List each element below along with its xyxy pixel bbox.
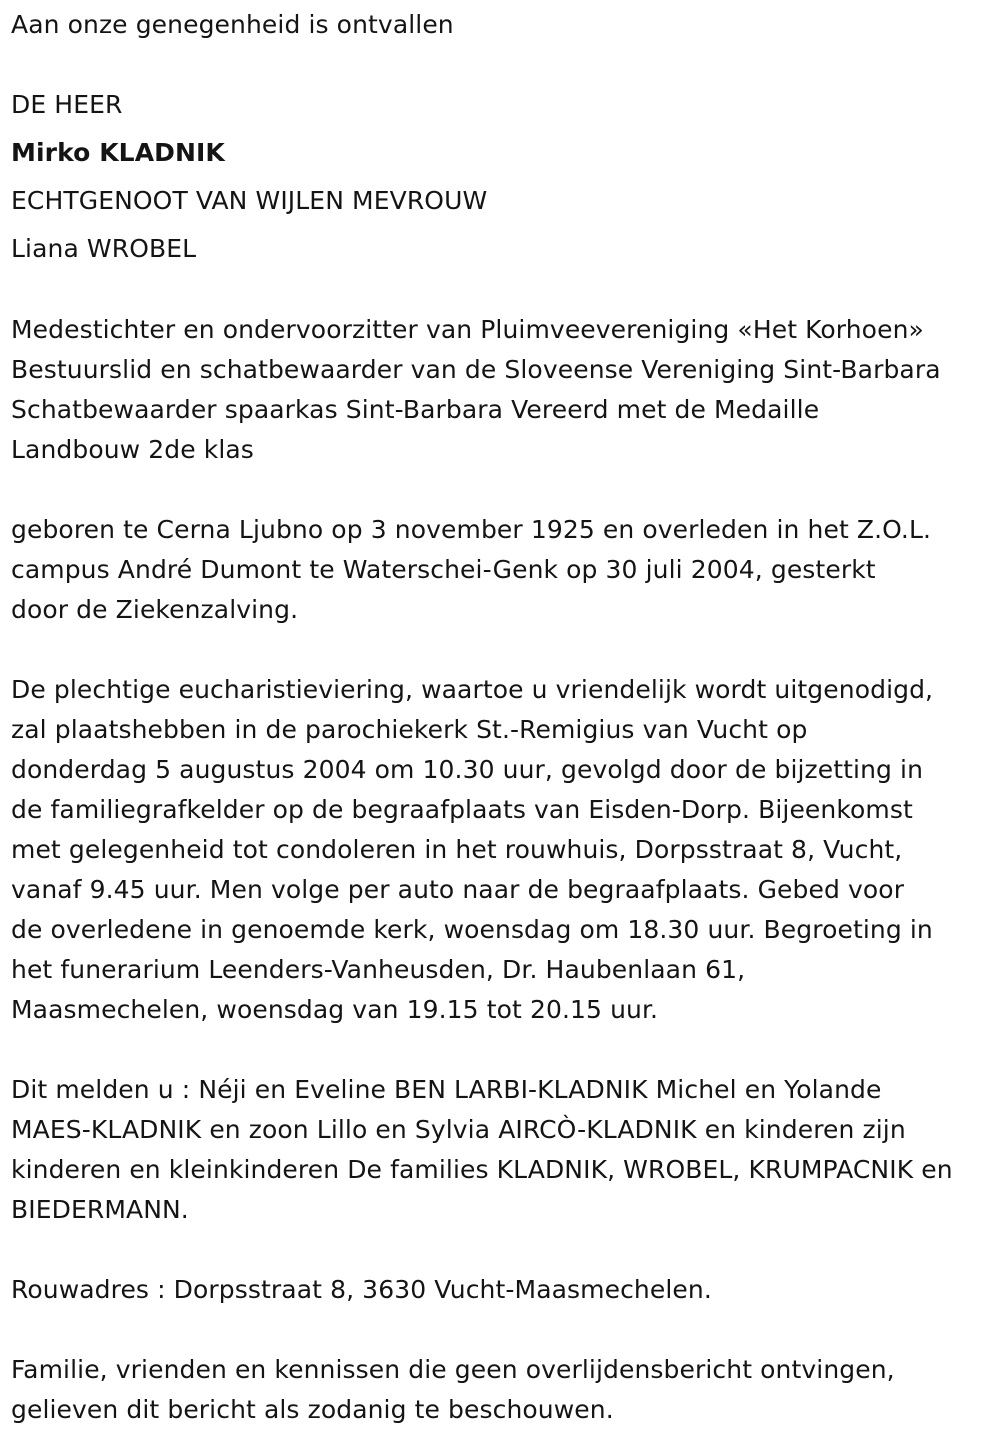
closing-paragraph — [11, 1350, 996, 1430]
text-line: De plechtige eucharistieviering, waartoe u vriendelijk wordt uitgenodigd, — [11, 675, 934, 704]
text-line: zal plaatshebben in de parochiekerk St.-Remigius van Vucht op — [11, 715, 808, 744]
notice-header — [11, 1, 996, 273]
text-line: geboren te Cerna Ljubno op 3 november 1925 en overleden in het Z.O.L. — [11, 515, 932, 544]
relation-line: ECHTGENOOT VAN WIJLEN MEVROUW — [11, 186, 488, 215]
text-line: gelieven dit bericht als zodanig te beschouwen. — [11, 1395, 614, 1424]
text-line: kinderen en kleinkinderen De families KLADNIK, WROBEL, KRUMPACNIK en — [11, 1155, 953, 1184]
text-line: vanaf 9.45 uur. Men volge per auto naar de begraafplaats. Gebed voor — [11, 875, 905, 904]
text-line: door de Ziekenzalving. — [11, 595, 299, 624]
ceremony-paragraph — [11, 670, 996, 1030]
functions-paragraph — [11, 310, 996, 470]
text-line: de overledene in genoemde kerk, woensdag om 18.30 uur. Begroeting in — [11, 915, 933, 944]
text-line: BIEDERMANN. — [11, 1195, 189, 1224]
text-line: Maasmechelen, woensdag van 19.15 tot 20.15 uur. — [11, 995, 659, 1024]
address-paragraph — [11, 1270, 996, 1310]
text-line: Medestichter en ondervoorzitter van Pluimveevereniging «Het Korhoen» — [11, 315, 924, 344]
notifiers-paragraph — [11, 1070, 996, 1230]
deceased-name: Mirko KLADNIK — [11, 138, 225, 167]
text-line: Bestuurslid en schatbewaarder van de Sloveense Vereniging Sint-Barbara — [11, 355, 941, 384]
text-line: MAES-KLADNIK en zoon Lillo en Sylvia AIRCÒ-KLADNIK en kinderen zijn — [11, 1115, 906, 1144]
text-line: het funerarium Leenders-Vanheusden, Dr. Haubenlaan 61, — [11, 955, 746, 984]
text-line: Dit melden u : Néji en Eveline BEN LARBI-KLADNIK Michel en Yolande — [11, 1075, 882, 1104]
spouse-name: Liana WROBEL — [11, 234, 197, 263]
intro-line: Aan onze genegenheid is ontvallen — [11, 10, 454, 39]
text-line: campus André Dumont te Waterschei-Genk op 30 juli 2004, gesterkt — [11, 555, 876, 584]
text-line: met gelegenheid tot condoleren in het rouwhuis, Dorpsstraat 8, Vucht, — [11, 835, 903, 864]
text-line: Schatbewaarder spaarkas Sint-Barbara Vereerd met de Medaille — [11, 395, 820, 424]
text-line: Landbouw 2de klas — [11, 435, 254, 464]
text-line: Familie, vrienden en kennissen die geen overlijdensbericht ontvingen, — [11, 1355, 895, 1384]
honorific: DE HEER — [11, 90, 123, 119]
birth-death-paragraph — [11, 510, 996, 630]
text-line: de familiegrafkelder op de begraafplaats van Eisden-Dorp. Bijeenkomst — [11, 795, 913, 824]
text-line: donderdag 5 augustus 2004 om 10.30 uur, gevolgd door de bijzetting in — [11, 755, 924, 784]
mourning-address: Rouwadres : Dorpsstraat 8, 3630 Vucht-Maasmechelen. — [11, 1275, 712, 1304]
